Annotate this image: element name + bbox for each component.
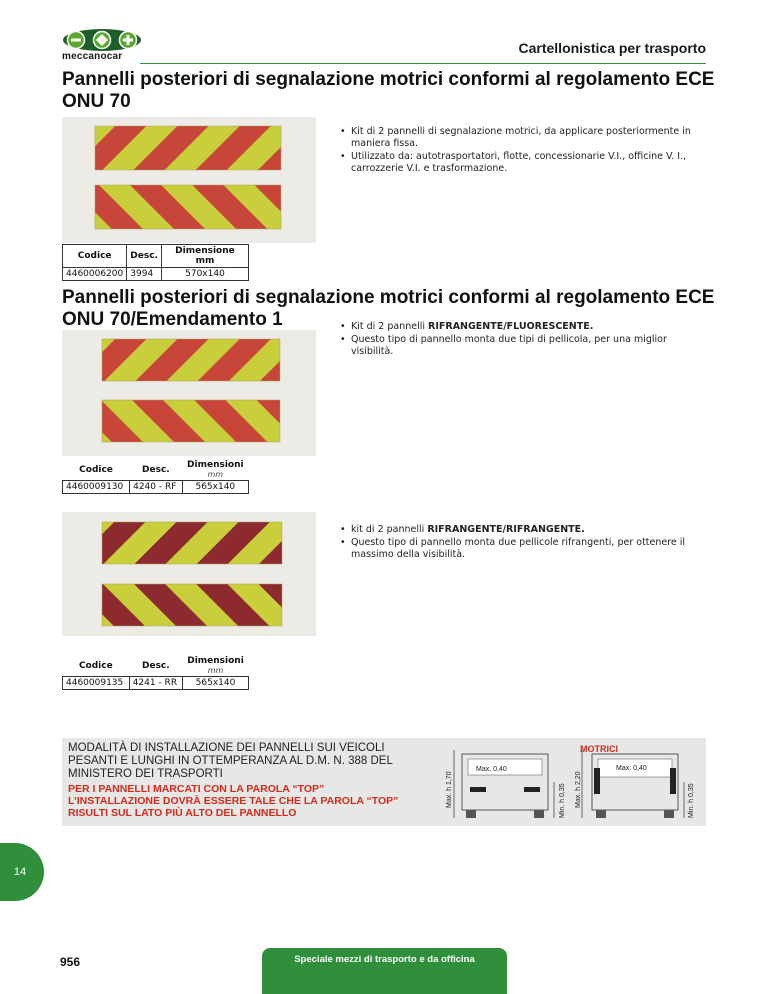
header-divider [140,63,706,64]
product-1-table [62,244,249,281]
col-desc: Desc. [127,245,162,268]
installation-panel [62,738,706,826]
feature-item: • Kit di 2 pannelli di segnalazione motrici, da applicare posteriormente in maniera fissa. [340,126,712,150]
feature-item: • Questo tipo di pannello monta due tipi di pellicola, per una miglior visibilità. [340,334,712,358]
col-dimensioni: Dimensioni mm [182,459,248,481]
table-header-row [63,655,249,677]
product-photo-1 [62,117,316,243]
installation-text: MODALITÀ DI INSTALLAZIONE DEI PANNELLI SUI VEICOLI PESANTI E LUNGHI IN OTTEMPERANZA AL D.M. N. 388 DEL MINISTERO DEI TRASPORTI [68,742,393,780]
product-title-2: Pannelli posteriori di segnalazione motrici conformi al regolamento ECE ONU 70/Emendamento 1 [62,287,715,330]
col-dimensioni: Dimensioni mm [183,655,249,677]
product-1-features [340,126,712,176]
cell-desc: 3994 [127,268,162,281]
variant-rr-features [340,524,712,562]
brand-name: meccanocar [62,51,123,62]
table-row [63,268,249,281]
feature-item: • kit di 2 pannelli RIFRANGENTE/RIFRANGENTE. [340,524,712,536]
col-desc: Desc. [130,459,183,481]
product-title-1: Pannelli posteriori di segnalazione motrici conformi al regolamento ECE ONU 70 [62,69,715,112]
cell-code: 4460006200 [63,268,127,281]
product-photo-3 [62,512,316,636]
cell-dimension: 565x140 [182,481,248,494]
cell-dimension: 570x140 [161,268,248,281]
col-desc: Desc. [129,655,182,677]
footer-category-tab: Speciale mezzi di trasporto e da officina [262,948,507,994]
col-dimensione: Dimensione mm [161,245,248,268]
installation-warning: PER I PANNELLI MARCATI CON LA PAROLA “TOP” L’INSTALLAZIONE DOVRÀ ESSERE TALE CHE LA PAROLA “TOP” RISULTI SUL LATO PIÙ ALTO DEL PANNELLO [68,783,399,819]
label-min-h-035-b: Min. h 0,35 [688,783,695,818]
variant-rf-features [340,321,712,359]
feature-item: • Questo tipo di pannello monta due pellicole rifrangenti, per ottenere il massimo della visibilità. [340,537,712,561]
table-header-row [63,459,249,481]
table-row [63,677,249,690]
label-min-h-035-a: Min. h 0,35 [559,783,566,818]
feature-item: • Kit di 2 pannelli RIFRANGENTE/FLUORESCENTE. [340,321,712,333]
section-title: Cartellonistica per trasporto [518,40,706,56]
table-header-row [63,245,249,268]
label-max-040-a: Max. 0,40 [476,766,507,773]
cell-code: 4460009130 [63,481,130,494]
label-max-h-220: Max. h 2,20 [575,771,582,808]
cell-desc: 4241 - RR [129,677,182,690]
col-codice: Codice [63,655,130,677]
truck-install-diagram [440,742,702,822]
page-number: 956 [60,955,81,969]
diagram-title: MOTRICI [580,744,618,754]
cell-dimension: 565x140 [183,677,249,690]
cell-code: 4460009135 [63,677,130,690]
feature-item: • Utilizzato da: autotrasportatori, flotte, concessionarie V.I., officine V. I., carrozzerie V.I. e trasformazione. [340,151,712,175]
product-photo-2 [62,330,316,456]
col-codice: Codice [63,459,130,481]
table-row [63,481,249,494]
chapter-badge: 14 [0,843,44,901]
label-max-h-170: Max. h 1,70 [446,771,453,808]
variant-rr-table [62,654,249,690]
col-codice: Codice [63,245,127,268]
cell-desc: 4240 - RF [130,481,183,494]
variant-rf-table [62,458,249,494]
label-max-040-b: Max. 0,40 [616,765,647,772]
